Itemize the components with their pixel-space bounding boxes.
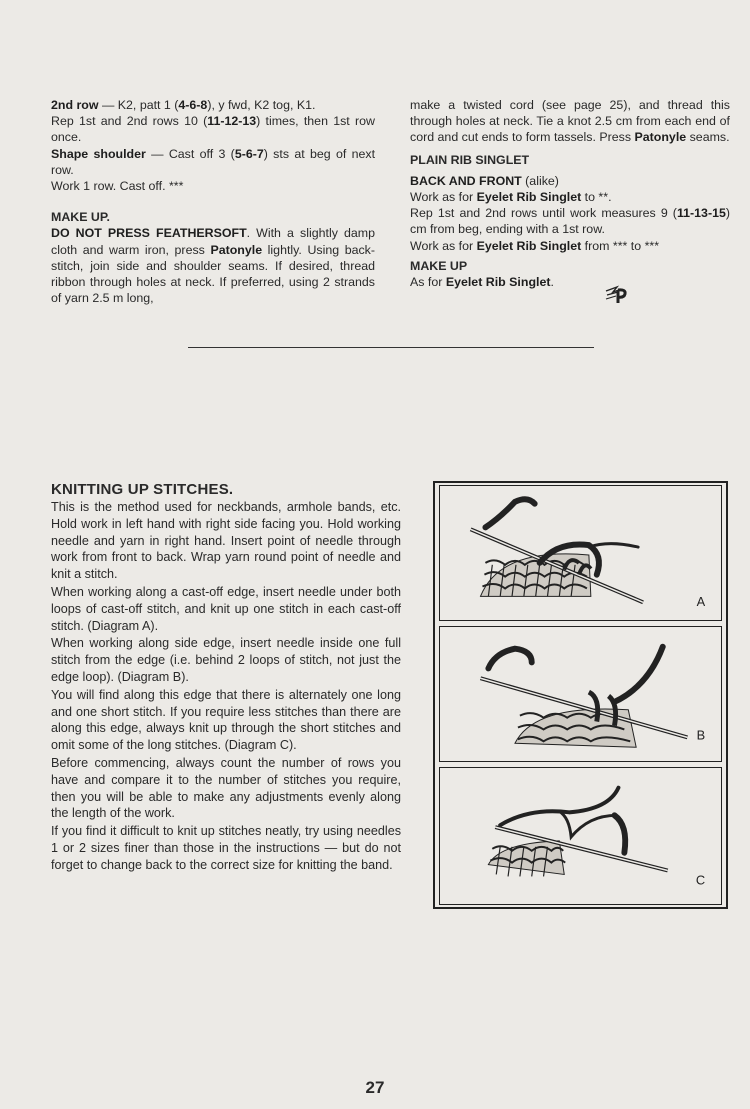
knit-paragraph: If you find it difficult to knit up stitches neatly, try using needles 1 or 2 sizes finer than those in the instructions — but do not forget to change back to the correct size for knitting the band. — [51, 824, 401, 872]
work-as-instruction-2: Work as for Eyelet Rib Singlet from *** to *** — [410, 238, 660, 253]
knitting-up-stitches-title: KNITTING UP STITCHES. — [51, 481, 234, 498]
knit-paragraph: This is the method used for neckbands, armhole bands, etc. Hold work in left hand with right side facing you. Hold working needle and yarn in right hand. Insert point of needle through work from front to back. Wrap yarn round point of needle and knit a stitch. — [51, 500, 401, 582]
diagram-c-label: C — [695, 872, 706, 888]
twisted-cord-instruction: make a twisted cord (see page 25), and thread this through holes at neck. Tie a knot 2.5 cm from each end of cord and cut ends to form tassels. Press Patonyle seams. — [410, 98, 730, 145]
patons-logo-icon — [604, 283, 628, 305]
second-row-instruction: 2nd row — K2, patt 1 (4-6-8), y fwd, K2 tog, K1. — [51, 98, 316, 112]
diagram-b — [439, 626, 722, 762]
knit-paragraph: Before commencing, always count the number of rows you have and compare it to the number of stitches you require, then you will be able to make any adjustments evenly along the length of the work. — [51, 755, 401, 821]
diagram-b-label: B — [696, 727, 706, 743]
right-column — [410, 97, 730, 290]
make-up-heading: MAKE UP. — [51, 210, 110, 225]
make-up-heading-2: MAKE UP — [410, 258, 468, 273]
as-for-instruction: As for Eyelet Rib Singlet. — [410, 275, 554, 290]
repeat-until-instruction: Rep 1st and 2nd rows until work measures 9 (11-13-15) cm from beg, ending with a 1st row. — [410, 206, 730, 237]
repeat-instruction: Rep 1st and 2nd rows 10 (11-12-13) times, then 1st row once. — [51, 114, 375, 145]
work-as-instruction-1: Work as for Eyelet Rib Singlet to **. — [410, 190, 612, 205]
plain-rib-singlet-heading: PLAIN RIB SINGLET — [410, 152, 530, 167]
knit-paragraph: You will find along this edge that there is alternately one long and one short stitch. If you require less stitches than there are along this edge, always knit up through the short stitches and omit some of the long stitches. (Diagram C). — [51, 687, 401, 753]
diagram-frame — [433, 481, 728, 909]
diagram-a-illustration — [440, 486, 721, 620]
shape-shoulder-instruction: Shape shoulder — Cast off 3 (5-6-7) sts at beg of next row. — [51, 146, 376, 177]
make-up-instruction: DO NOT PRESS FEATHERSOFT. With a slightly damp cloth and warm iron, press Patonyle lightly. Using back-stitch, join side and shoulder seams. If desired, thread ribbon through holes at neck. If preferred, using 2 strands of yarn 2.5 m long, — [51, 226, 376, 306]
diagram-a — [439, 485, 722, 621]
knit-paragraph: When working along a cast-off edge, insert needle under both loops of cast-off stitch, and knit up one stitch in each cast-off stitch. (Diagram A). — [51, 584, 401, 633]
diagram-a-label: A — [696, 594, 706, 610]
section-divider — [188, 347, 594, 348]
cast-off-instruction: Work 1 row. Cast off. *** — [51, 179, 184, 194]
back-and-front-heading: BACK AND FRONT (alike) — [410, 173, 559, 188]
knit-paragraph: When working along side edge, insert needle inside one full stitch from the edge (i.e. behind 2 loops of stitch, not just the edge loop). (Diagram B). — [51, 636, 401, 684]
diagram-c — [439, 767, 722, 905]
page-number: 27 — [365, 1078, 385, 1097]
knitting-up-stitches-body — [51, 499, 401, 875]
diagram-b-illustration — [440, 627, 721, 761]
left-column — [51, 97, 375, 306]
diagram-c-illustration — [440, 768, 721, 904]
